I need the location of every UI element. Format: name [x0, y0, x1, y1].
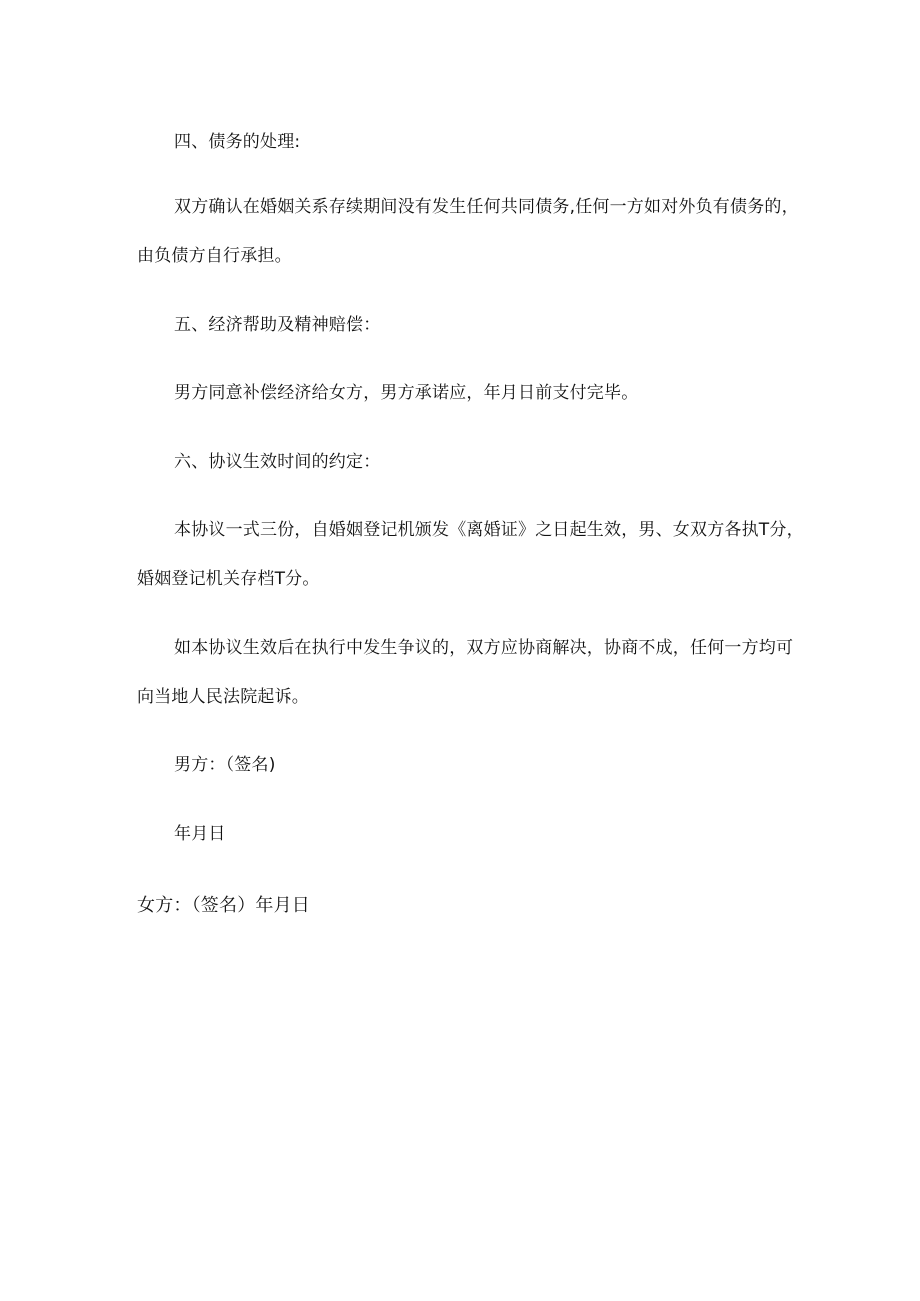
section-5-body: 男方同意补偿经济给女方，男方承诺应，年月日前支付完毕。 [174, 383, 639, 403]
section-4-body-line-1: 双方确认在婚姻关系存续期间没有发生任何共同债务,任何一方如对外负有债务的， [174, 197, 799, 217]
section-4-heading: 四、债务的处理: [174, 132, 301, 152]
section-6-body-2-line-1: 如本协议生效后在执行中发生争议的，双方应协商解决，协商不成，任何一方均可 [174, 638, 794, 658]
section-6-body-1-line-1: 本协议一式三份，自婚姻登记机颁发《离婚证》之日起生效，男、女双方各执T分， [174, 520, 804, 540]
female-signature-line: 女方：（签名）年月日 [137, 895, 310, 916]
section-6-body-2-line-2: 向当地人民法院起诉。 [137, 687, 309, 707]
male-date-line: 年月日 [174, 824, 226, 844]
section-4-body-line-2: 由负债方自行承担。 [137, 246, 292, 266]
section-5-heading: 五、经济帮助及精神赔偿： [174, 315, 381, 335]
section-6-heading: 六、协议生效时间的约定： [174, 452, 381, 472]
male-signature-line: 男方：（签名) [174, 755, 276, 775]
section-6-body-1-line-2: 婚姻登记机关存档T分。 [137, 569, 320, 589]
